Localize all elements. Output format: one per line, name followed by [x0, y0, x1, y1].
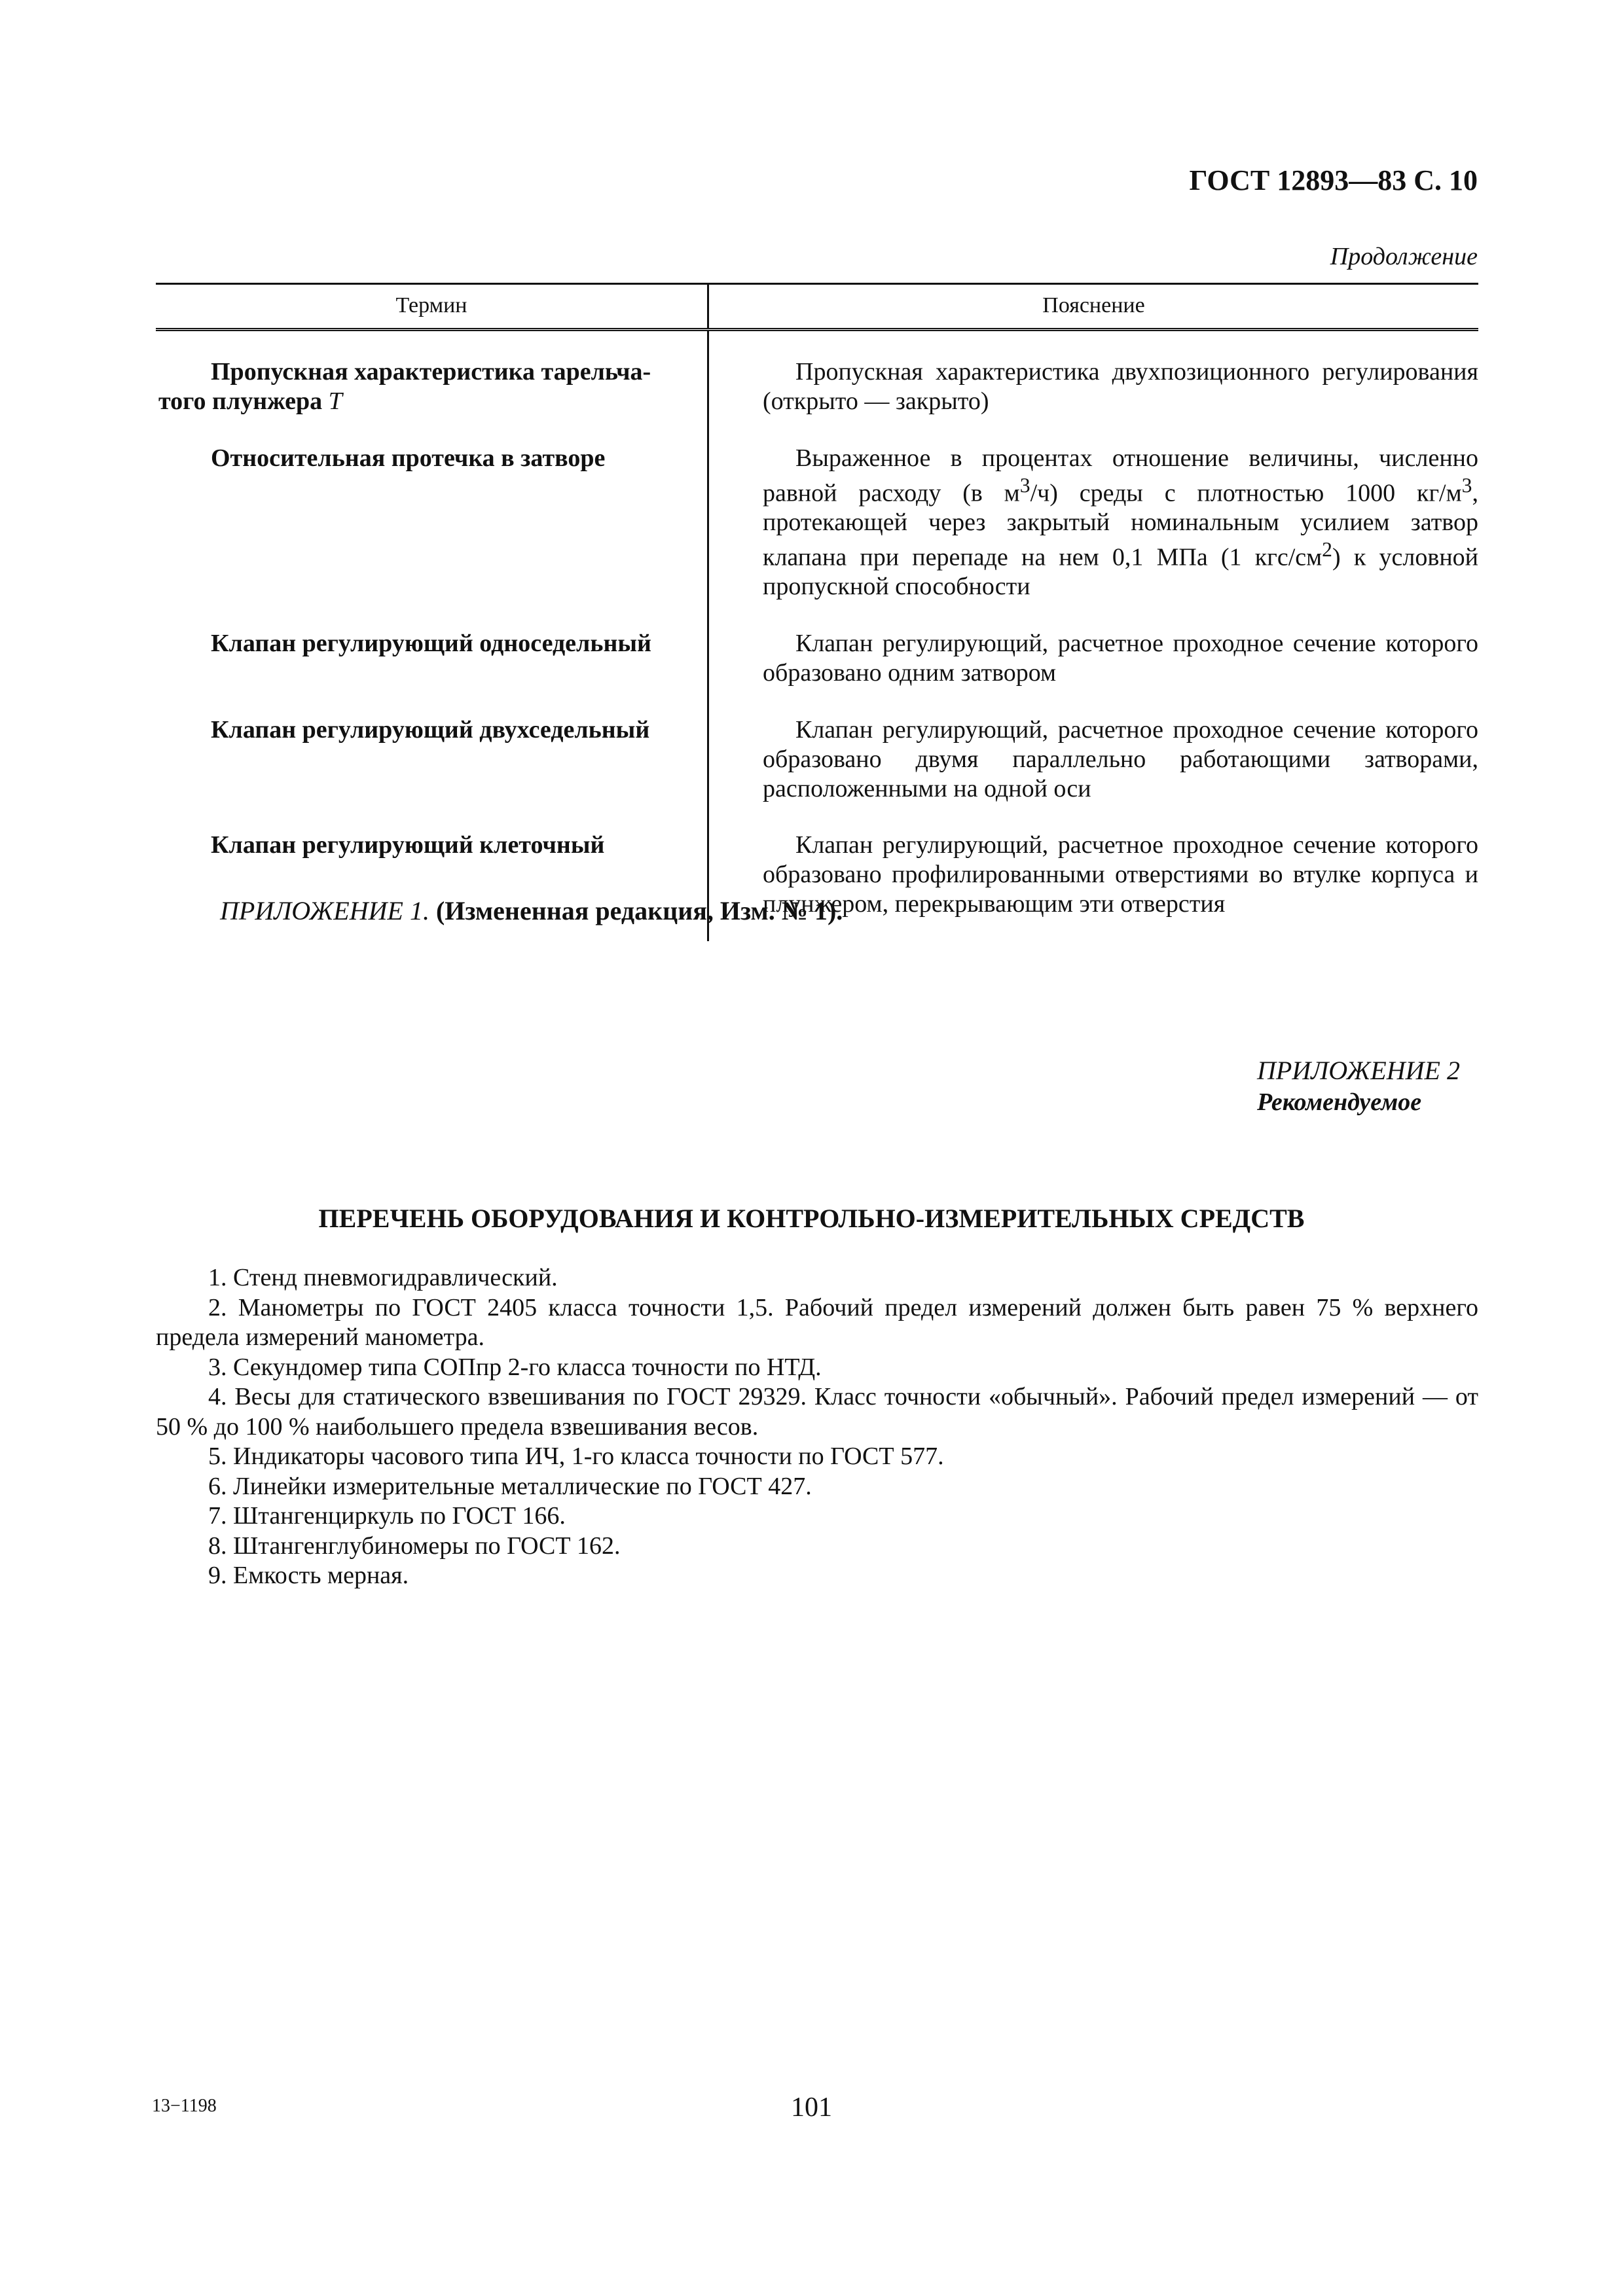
term-symbol: T: [328, 387, 342, 415]
list-item: 5. Индикаторы часового типа ИЧ, 1-го класса точности по ГОСТ 577.: [208, 1443, 944, 1470]
term-cell: Клапан регулирующий односедельный: [156, 624, 708, 710]
continuation-label: Продолжение: [1330, 243, 1478, 270]
section-title: ПЕРЕЧЕНЬ ОБОРУДОВАНИЯ И КОНТРОЛЬНО-ИЗМЕРИТЕЛЬНЫХ СРЕДСТВ: [318, 1204, 1305, 1233]
superscript: 2: [1322, 537, 1332, 561]
document-header: ГОСТ 12893—83 С. 10: [1189, 164, 1478, 196]
table-row: [156, 710, 1478, 825]
explanation-part: Выраженное в процентах отношение величины, численно равной расходу (в м: [763, 444, 1478, 507]
explanation-cell: Клапан регулирующий, расчетное проходное сечение которого образовано одним затвором: [763, 630, 1478, 687]
table-row: [156, 439, 1478, 624]
explanation-part: ) к условной пропускной способности: [763, 543, 1478, 601]
appendix-2-label: ПРИЛОЖЕНИЕ 2: [1257, 1056, 1460, 1085]
list-item: 8. Штангенглубиномеры по ГОСТ 162.: [208, 1532, 621, 1560]
equipment-list: [156, 1263, 1478, 1591]
table-row: [156, 330, 1478, 439]
appendix-1-note: [220, 895, 843, 926]
explanation-part: , протекающей через закрытый номинальным усилием затвор клапана при перепаде на нем 0,1 МПа (1 кгс/см: [763, 479, 1478, 571]
list-item: 4. Весы для статического взвешивания по ГОСТ 29329. Класс точности «обычный». Рабочий предел измерений — от 50 % до 100 % наибольшего предела взвешивания весов.: [156, 1383, 1478, 1441]
appendix-1-label: ПРИЛОЖЕНИЕ 1.: [220, 896, 429, 925]
explanation-cell: Клапан регулирующий, расчетное проходное сечение которого образовано двумя параллельно работающими затворами, расположенными на одной оси: [763, 715, 1478, 802]
column-header-term: Термин: [156, 284, 708, 330]
list-item: 3. Секундомер типа СОПпр 2-го класса точности по НТД.: [208, 1353, 822, 1381]
list-item: 7. Штангенциркуль по ГОСТ 166.: [208, 1502, 566, 1530]
explanation-cell: Пропускная характеристика двухпозиционного регулирования (открыто — закрыто): [763, 358, 1478, 415]
appendix-2-status: Рекомендуемое: [1257, 1088, 1422, 1116]
list-item: 2. Манометры по ГОСТ 2405 класса точности 1,5. Рабочий предел измерений должен быть равен 75 % верхнего предела измерений манометра.: [156, 1293, 1478, 1351]
term-text: Пропускная характеристика тарельча-того плунжера: [158, 358, 651, 415]
print-code: 13−1198: [152, 2096, 217, 2116]
superscript: 3: [1461, 473, 1472, 497]
superscript: 3: [1019, 473, 1030, 497]
explanation-part: /ч) среды с плотностью 1000 кг/м: [1030, 479, 1462, 507]
list-item: 6. Линейки измерительные металлические по ГОСТ 427.: [208, 1472, 812, 1500]
list-item: 9. Емкость мерная.: [208, 1562, 409, 1589]
explanation-cell: Клапан регулирующий, расчетное проходное сечение которого образовано профилированными отверстиями во втулке корпуса и плунжером, перекрывающим эти отверстия: [763, 831, 1478, 918]
term-cell: [156, 330, 708, 439]
table-row: [156, 624, 1478, 710]
explanation-cell: [708, 439, 1479, 624]
term-cell: Относительная протечка в затворе: [156, 439, 708, 624]
revision-note: (Измененная редакция, Изм. № 1).: [435, 896, 843, 925]
terms-table: [156, 283, 1478, 941]
term-cell: Клапан регулирующий двухседельный: [156, 710, 708, 825]
term-cell: Клапан регулирующий клеточный: [156, 825, 708, 941]
list-item: 1. Стенд пневмогидравлический.: [208, 1264, 558, 1291]
column-header-explanation: Пояснение: [708, 284, 1479, 330]
page-number: 101: [791, 2092, 832, 2123]
